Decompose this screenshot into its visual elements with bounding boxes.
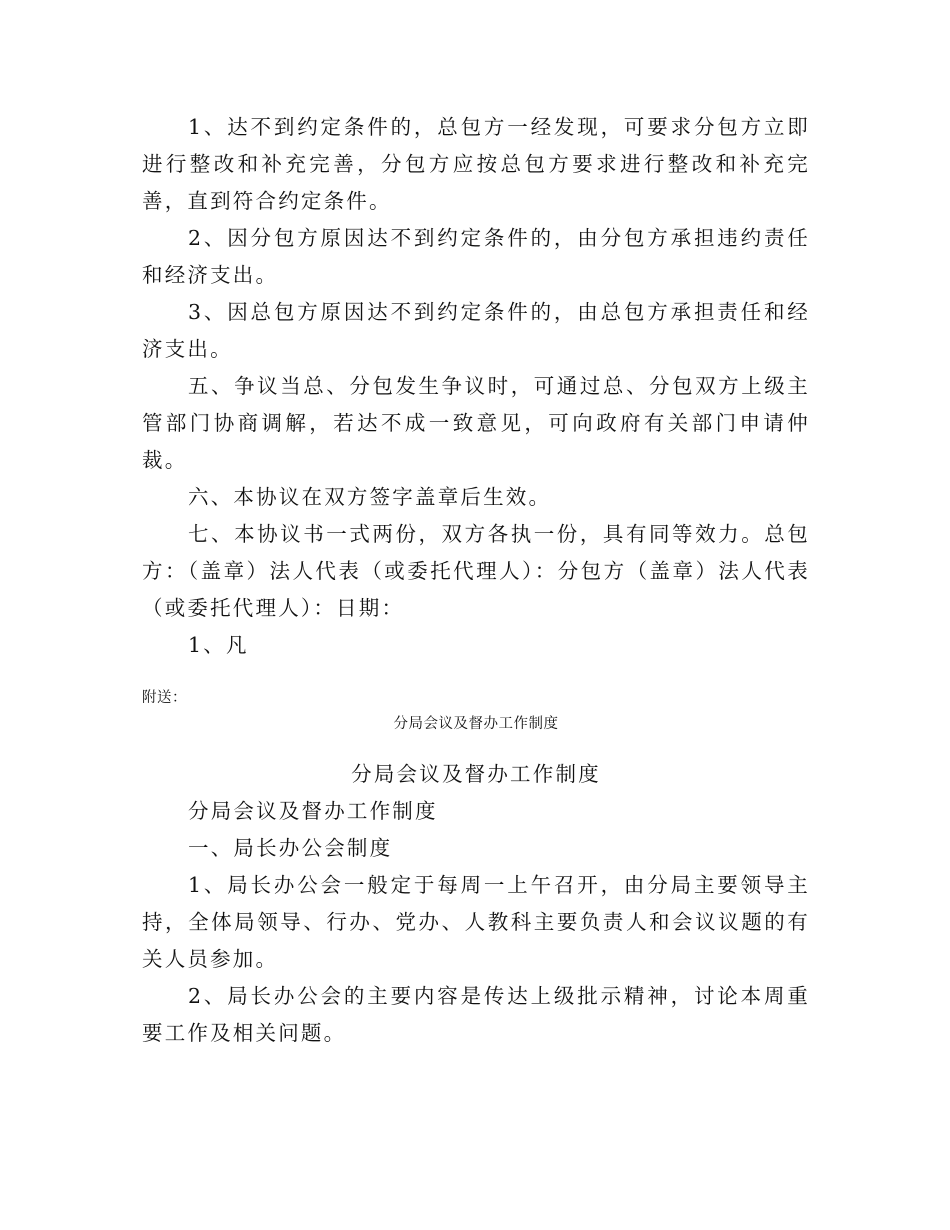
paragraph: 3、因总包方原因达不到约定条件的，由总包方承担责任和经济支出。 [142, 300, 810, 361]
regulation-section [142, 756, 810, 1052]
paragraph: 2、局长办公会的主要内容是传达上级批示精神，讨论本周重要工作及相关问题。 [142, 984, 810, 1045]
small-title: 分局会议及督办工作制度 [393, 716, 559, 732]
paragraph: 七、本协议书一式两份，双方各执一份，具有同等效力。总包方：（盖章）法人代表（或委托代理人）：分包方（盖章）法人代表（或委托代理人）：日期： [142, 522, 810, 620]
attachment-header [142, 688, 810, 734]
paragraph: 1、局长办公会一般定于每周一上午召开，由分局主要领导主持，全体局领导、行办、党办、人教科主要负责人和会议议题的有关人员参加。 [142, 873, 810, 971]
paragraph: 分局会议及督办工作制度 [188, 799, 438, 823]
paragraph: 六、本协议在双方签字盖章后生效。 [188, 485, 552, 509]
agreement-section [142, 109, 810, 664]
paragraph: 1、达不到约定条件的，总包方一经发现，可要求分包方立即进行整改和补充完善，分包方应按总包方要求进行整改和补充完善，直到符合约定条件。 [142, 115, 810, 213]
main-title: 分局会议及督办工作制度 [351, 762, 601, 786]
paragraph: 五、争议当总、分包发生争议时，可通过总、分包双方上级主管部门协商调解，若达不成一致意见，可向政府有关部门申请仲裁。 [142, 374, 810, 472]
paragraph: 2、因分包方原因达不到约定条件的，由分包方承担违约责任和经济支出。 [142, 226, 810, 287]
paragraph: 一、局长办公会制度 [188, 836, 393, 860]
attachment-label: 附送： [142, 690, 187, 706]
paragraph: 1、凡 [188, 633, 249, 657]
